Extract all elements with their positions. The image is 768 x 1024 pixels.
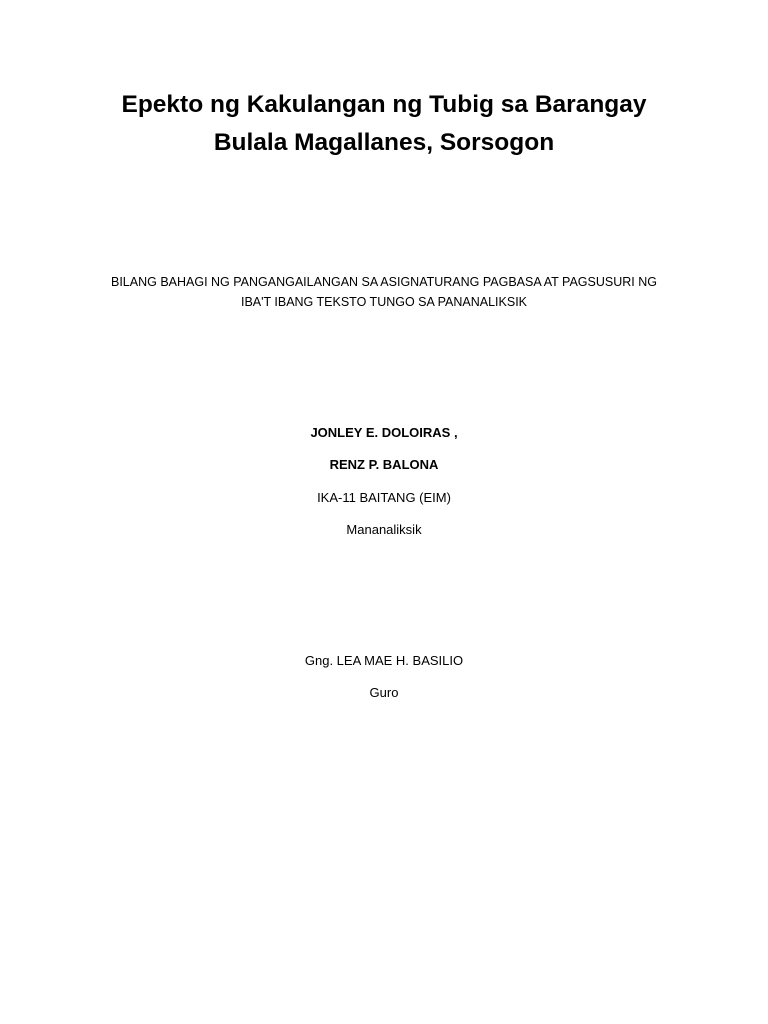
subtitle-line-2: IBA'T IBANG TEKSTO TUNGO SA PANANALIKSIK: [240, 295, 528, 309]
grade-level: IKA-11 BAITANG (EIM): [317, 490, 451, 505]
author-name-2: RENZ P. BALONA: [329, 457, 439, 472]
title-line-1: Epekto ng Kakulangan ng Tubig sa Barangay: [121, 91, 647, 118]
teacher-name: Gng. LEA MAE H. BASILIO: [304, 653, 464, 668]
author-name-1: JONLEY E. DOLOIRAS ,: [310, 425, 458, 440]
document-title: [60, 86, 708, 162]
subtitle-line-1: BILANG BAHAGI NG PANGANGAILANGAN SA ASIGNATURANG PAGBASA AT PAGSUSURI NG: [111, 275, 657, 289]
document-subtitle: [70, 272, 698, 312]
researcher-label: Mananaliksik: [346, 522, 422, 537]
title-line-2: Bulala Magallanes, Sorsogon: [213, 129, 555, 156]
teacher-label: Guro: [369, 685, 399, 700]
